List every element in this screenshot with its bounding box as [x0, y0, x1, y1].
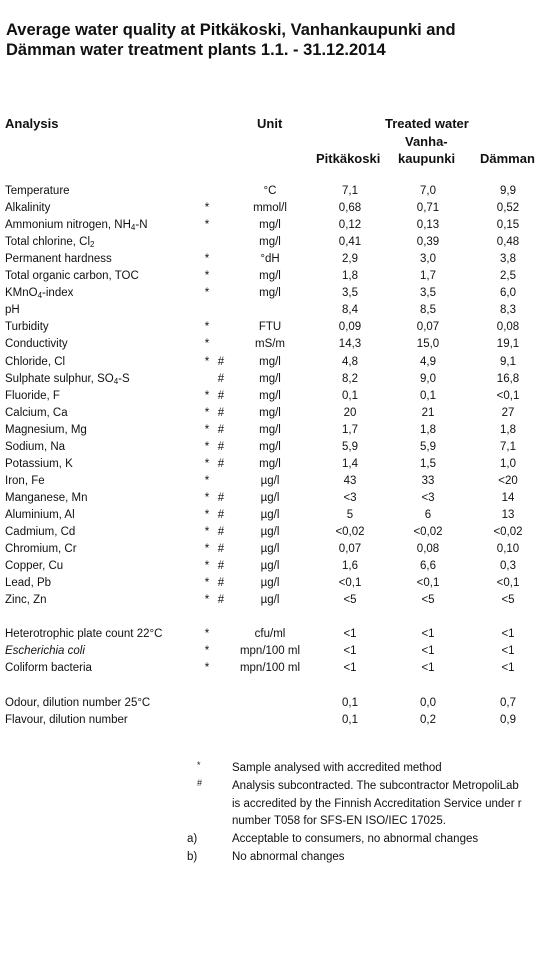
- value-pitkakoski: 1,4: [342, 457, 358, 470]
- value-pitkakoski: 20: [343, 406, 357, 419]
- analysis-name: Fluoride, F: [5, 389, 60, 402]
- value-damman: <1: [501, 662, 515, 675]
- value-damman: 0,3: [500, 560, 516, 573]
- value-vanhankaupunki: 1,5: [420, 457, 436, 470]
- accredited-marker: *: [204, 645, 210, 658]
- analysis-name: Alkalinity: [5, 202, 51, 215]
- analysis-name: Flavour, dilution number: [5, 713, 128, 726]
- value-vanhankaupunki: 0,71: [416, 202, 440, 215]
- value-pitkakoski: 0,41: [338, 236, 362, 249]
- value-damman: 0,10: [496, 543, 520, 556]
- value-pitkakoski: 0,09: [338, 321, 362, 334]
- value-damman: <20: [498, 474, 518, 487]
- analysis-name: Chromium, Cr: [5, 543, 77, 556]
- value-vanhankaupunki: 15,0: [416, 338, 440, 351]
- subcontracted-marker: #: [217, 577, 225, 590]
- value-vanhankaupunki: 0,39: [416, 236, 440, 249]
- value-pitkakoski: <1: [343, 645, 357, 658]
- value-vanhankaupunki: 1,8: [420, 423, 436, 436]
- unit-cell: mpn/100 ml: [239, 645, 301, 658]
- value-damman: <0,1: [496, 389, 520, 402]
- footnote-text: is accredited by the Finnish Accreditation Service under r: [232, 797, 522, 810]
- footnote-text: Analysis subcontracted. The subcontractor MetropoliLab: [232, 779, 519, 792]
- value-pitkakoski: 1,8: [342, 270, 358, 283]
- value-pitkakoski: 3,5: [342, 287, 358, 300]
- value-damman: <1: [501, 645, 515, 658]
- unit-cell: FTU: [258, 321, 282, 334]
- analysis-name: Permanent hardness: [5, 253, 112, 266]
- analysis-name: Coliform bacteria: [5, 662, 92, 675]
- unit-cell: mpn/100 ml: [239, 662, 301, 675]
- subcontracted-marker: #: [217, 457, 225, 470]
- footnote-marker: b): [187, 851, 198, 863]
- unit-cell: mg/l: [259, 389, 281, 402]
- analysis-name: Aluminium, Al: [5, 508, 75, 521]
- value-damman: 9,9: [500, 185, 516, 197]
- value-vanhankaupunki: <1: [421, 662, 435, 675]
- accredited-marker: *: [204, 577, 210, 590]
- analysis-name: Conductivity: [5, 338, 68, 351]
- accredited-marker: *: [204, 202, 210, 215]
- value-pitkakoski: <3: [343, 491, 357, 504]
- value-damman: 19,1: [496, 338, 520, 351]
- value-vanhankaupunki: <5: [421, 594, 435, 607]
- accredited-marker: *: [204, 560, 210, 573]
- value-damman: 14: [501, 491, 515, 504]
- value-vanhankaupunki: <1: [421, 645, 435, 658]
- value-pitkakoski: 0,1: [342, 389, 358, 402]
- unit-cell: °C: [263, 185, 277, 197]
- value-vanhankaupunki: 6: [424, 508, 432, 521]
- value-damman: 16,8: [496, 372, 520, 385]
- unit-cell: µg/l: [260, 474, 280, 487]
- value-pitkakoski: 4,8: [342, 355, 358, 368]
- value-vanhankaupunki: 3,0: [420, 253, 436, 266]
- footnote-text: Acceptable to consumers, no abnormal changes: [232, 833, 479, 846]
- accredited-marker: *: [204, 526, 210, 538]
- subcontracted-marker: #: [217, 440, 225, 453]
- analysis-name: Sulphate sulphur, $SO_4-S$: [5, 372, 130, 386]
- unit-cell: µg/l: [260, 594, 280, 607]
- accredited-marker: *: [204, 338, 210, 351]
- value-pitkakoski: 8,4: [342, 304, 358, 317]
- value-vanhankaupunki: 5,9: [420, 440, 436, 453]
- value-damman: 0,9: [500, 713, 516, 726]
- value-vanhankaupunki: <3: [421, 491, 435, 504]
- analysis-name: Magnesium, Mg: [5, 423, 87, 436]
- accredited-marker: *: [204, 457, 210, 470]
- unit-cell: mg/l: [259, 355, 281, 368]
- footnote-text: number T058 for SFS-EN ISO/IEC 17025.: [232, 815, 446, 828]
- value-pitkakoski: 0,68: [338, 202, 362, 215]
- header-unit: Unit: [257, 116, 283, 131]
- unit-cell: mg/l: [259, 372, 281, 385]
- analysis-name: Total organic carbon, TOC: [5, 270, 139, 283]
- value-vanhankaupunki: 1,7: [420, 270, 436, 283]
- subcontracted-marker: #: [217, 491, 225, 504]
- value-vanhankaupunki: 3,5: [420, 287, 436, 300]
- value-pitkakoski: 5,9: [342, 440, 358, 453]
- accredited-marker: *: [204, 508, 210, 521]
- value-damman: <0,1: [496, 577, 520, 590]
- value-damman: 9,1: [500, 355, 516, 368]
- value-damman: 27: [501, 406, 515, 419]
- value-pitkakoski: 43: [343, 474, 357, 487]
- value-pitkakoski: 0,1: [342, 713, 358, 726]
- unit-cell: mg/l: [259, 236, 281, 249]
- accredited-marker: *: [204, 594, 210, 607]
- accredited-marker: *: [204, 270, 210, 283]
- value-pitkakoski: 14,3: [338, 338, 362, 351]
- value-pitkakoski: 1,7: [342, 423, 358, 436]
- value-pitkakoski: <1: [343, 662, 357, 675]
- value-vanhankaupunki: <0,1: [416, 577, 440, 590]
- footnote-marker: a): [187, 833, 198, 846]
- unit-cell: mmol/l: [253, 202, 287, 215]
- unit-cell: cfu/ml: [254, 628, 286, 641]
- analysis-name: KMnO$_4$-index: [5, 287, 74, 301]
- value-damman: 0,7: [500, 696, 516, 709]
- value-damman: <5: [501, 594, 515, 607]
- subcontracted-marker: #: [217, 406, 225, 419]
- unit-cell: µg/l: [260, 526, 280, 538]
- value-damman: 0,48: [496, 236, 520, 249]
- unit-cell: °dH: [260, 253, 280, 266]
- analysis-name: Copper, Cu: [5, 560, 64, 573]
- header-treated-water: Treated water: [385, 116, 469, 131]
- subcontracted-marker: #: [217, 543, 225, 556]
- value-pitkakoski: 2,9: [342, 253, 358, 266]
- accredited-marker: *: [204, 474, 210, 487]
- analysis-name: Manganese, Mn: [5, 491, 88, 504]
- value-damman: 6,0: [500, 287, 516, 300]
- analysis-name: Sodium, Na: [5, 440, 66, 453]
- accredited-marker: *: [204, 440, 210, 453]
- accredited-marker: *: [204, 628, 210, 641]
- value-damman: 1,8: [500, 423, 516, 436]
- analysis-name: Ammonium nitrogen, $NH_4-N$: [5, 219, 148, 233]
- value-vanhankaupunki: 9,0: [420, 372, 436, 385]
- analysis-name: Heterotrophic plate count 22°C: [5, 628, 163, 641]
- value-vanhankaupunki: 6,6: [420, 560, 436, 573]
- value-damman: 8,3: [500, 304, 516, 317]
- value-damman: 13: [501, 508, 515, 521]
- value-damman: 7,1: [500, 440, 516, 453]
- accredited-marker: *: [204, 491, 210, 504]
- footnote-marker: *: [197, 760, 201, 770]
- value-vanhankaupunki: 0,1: [420, 389, 436, 402]
- value-damman: 0,15: [496, 219, 520, 232]
- footnote-marker: #: [197, 777, 203, 788]
- unit-cell: mg/l: [259, 440, 281, 453]
- value-pitkakoski: <1: [343, 628, 357, 641]
- unit-cell: mS/m: [254, 338, 286, 351]
- page-title: Average water quality at Pitkäkoski, Vanhankaupunki and Dämman water treatment plants 1.1. - 31.12.2014: [6, 21, 456, 59]
- value-pitkakoski: 8,2: [342, 372, 358, 385]
- value-vanhankaupunki: 8,5: [420, 304, 436, 317]
- unit-cell: mg/l: [259, 287, 281, 300]
- value-damman: 2,5: [500, 270, 516, 283]
- analysis-name: Total chlorine, $Cl_2$: [5, 236, 95, 250]
- value-vanhankaupunki: 33: [421, 474, 435, 487]
- subcontracted-marker: #: [217, 423, 225, 436]
- subcontracted-marker: #: [217, 526, 225, 538]
- value-damman: 3,8: [500, 253, 516, 266]
- value-vanhankaupunki: 0,2: [420, 713, 436, 726]
- accredited-marker: *: [204, 219, 210, 232]
- unit-cell: µg/l: [260, 508, 280, 521]
- subcontracted-marker: #: [217, 372, 225, 385]
- analysis-name: pH: [5, 304, 20, 317]
- unit-cell: mg/l: [259, 423, 281, 436]
- accredited-marker: *: [204, 321, 210, 334]
- subcontracted-marker: #: [217, 594, 225, 607]
- header-analysis: Analysis: [5, 116, 59, 131]
- unit-cell: µg/l: [260, 560, 280, 573]
- value-vanhankaupunki: 21: [421, 406, 435, 419]
- accredited-marker: *: [204, 355, 210, 368]
- value-damman: <1: [501, 628, 515, 641]
- unit-cell: mg/l: [259, 219, 281, 232]
- header-vanhankaupunki-top: Vanha-: [405, 134, 448, 149]
- analysis-name: Escherichia coli: [5, 645, 85, 658]
- value-vanhankaupunki: 7,0: [420, 185, 436, 197]
- value-damman: 0,08: [496, 321, 520, 334]
- value-damman: 0,52: [496, 202, 520, 215]
- unit-cell: mg/l: [259, 406, 281, 419]
- value-pitkakoski: 5: [346, 508, 354, 521]
- accredited-marker: *: [204, 287, 210, 300]
- accredited-marker: *: [204, 423, 210, 436]
- analysis-name: Temperature: [5, 185, 70, 197]
- value-pitkakoski: 0,1: [342, 696, 358, 709]
- value-pitkakoski: 1,6: [342, 560, 358, 573]
- unit-cell: µg/l: [260, 543, 280, 556]
- subcontracted-marker: #: [217, 389, 225, 402]
- value-pitkakoski: 7,1: [342, 185, 358, 197]
- analysis-name: Cadmium, Cd: [5, 526, 76, 538]
- accredited-marker: *: [204, 662, 210, 675]
- value-vanhankaupunki: 0,13: [416, 219, 440, 232]
- header-vanhankaupunki-bottom: kaupunki: [398, 151, 456, 166]
- value-vanhankaupunki: <1: [421, 628, 435, 641]
- value-damman: 1,0: [500, 457, 516, 470]
- analysis-name: Turbidity: [5, 321, 49, 334]
- analysis-name: Lead, Pb: [5, 577, 52, 590]
- analysis-name: Zinc, Zn: [5, 594, 47, 607]
- value-vanhankaupunki: 0,0: [420, 696, 436, 709]
- subcontracted-marker: #: [217, 508, 225, 521]
- accredited-marker: *: [204, 253, 210, 266]
- value-vanhankaupunki: 0,07: [416, 321, 440, 334]
- analysis-name: Potassium, K: [5, 457, 73, 470]
- subcontracted-marker: #: [217, 560, 225, 573]
- value-pitkakoski: <0,02: [335, 526, 365, 538]
- unit-cell: mg/l: [259, 457, 281, 470]
- unit-cell: µg/l: [260, 577, 280, 590]
- accredited-marker: *: [204, 543, 210, 556]
- value-damman: <0,02: [493, 526, 523, 538]
- value-vanhankaupunki: 0,08: [416, 543, 440, 556]
- accredited-marker: *: [204, 389, 210, 402]
- subcontracted-marker: #: [217, 355, 225, 368]
- footnote-text: No abnormal changes: [232, 851, 345, 863]
- analysis-name: Chloride, Cl: [5, 355, 66, 368]
- unit-cell: µg/l: [260, 491, 280, 504]
- footnote-text: Sample analysed with accredited method: [232, 762, 442, 774]
- value-pitkakoski: 0,12: [338, 219, 362, 232]
- value-vanhankaupunki: <0,02: [413, 526, 443, 538]
- value-pitkakoski: <0,1: [338, 577, 362, 590]
- analysis-name: Iron, Fe: [5, 474, 45, 487]
- analysis-name: Odour, dilution number 25°C: [5, 696, 151, 709]
- header-pitkakoski: Pitkäkoski: [316, 151, 381, 166]
- accredited-marker: *: [204, 406, 210, 419]
- analysis-name: Calcium, Ca: [5, 406, 68, 419]
- value-vanhankaupunki: 4,9: [420, 355, 436, 368]
- value-pitkakoski: 0,07: [338, 543, 362, 556]
- unit-cell: mg/l: [259, 270, 281, 283]
- header-damman: Dämman: [480, 151, 535, 166]
- value-pitkakoski: <5: [343, 594, 357, 607]
